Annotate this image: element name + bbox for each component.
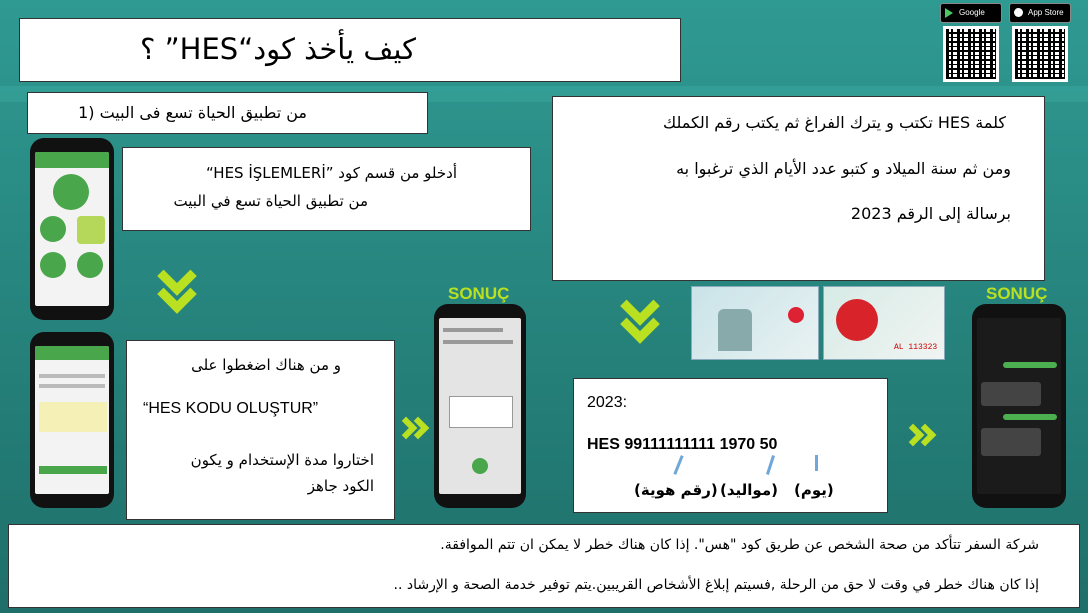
play-icon [945, 8, 953, 18]
instruction-box-1 [122, 147, 531, 231]
highlighted-option [39, 402, 107, 432]
footer-line2: إذا كان هناك خطر في وقت لا حق من الرحلة ,فسيتم إبلاغ الأشخاص القريبين.يتم توفير خدمة الصحة و الإرشاد .. [393, 577, 1039, 593]
app-header-bar [35, 152, 109, 168]
instruction-2-line4: الكود جاهز [307, 477, 374, 495]
instruction-2-line3: اختاروا مدة الإستخدام و يكون [190, 451, 374, 469]
map-icon [77, 252, 103, 278]
confirm-icon [472, 458, 488, 474]
id-card-front [691, 286, 819, 360]
app-header-bar [35, 346, 109, 360]
phone-sms-result [972, 304, 1066, 508]
apple-icon [1014, 8, 1023, 17]
sms-bubble-sent [1003, 362, 1057, 368]
page-title: كيف يأخذ كود“HES” ؟ [140, 32, 416, 66]
id-card-number: AL 113323 [894, 343, 938, 352]
instruction-1-line2: من تطبيق الحياة تسع في البيت [173, 192, 368, 210]
sms-example-box [573, 378, 888, 513]
app-badge-icon [53, 174, 89, 210]
qr-code-apple [1012, 26, 1068, 82]
instruction-box-3 [552, 96, 1045, 281]
app-store-badge[interactable] [1009, 3, 1071, 23]
footer-line1: شركة السفر تتأكد من صحة الشخص عن طريق كود "هس". إذا كان هناك خطر لا يمكن ان تتم الموافقة. [440, 537, 1039, 553]
label-birth: (مواليد) [720, 481, 778, 499]
google-play-label: Google [959, 8, 985, 17]
app-button [39, 466, 107, 474]
turkey-emblem-icon [836, 299, 878, 341]
phone-screen [977, 318, 1061, 494]
sms-example: HES 99111111111 1970 50 [587, 436, 778, 453]
label-id: (رقم هوية) [634, 481, 718, 499]
qr-code-google [943, 26, 999, 82]
turkey-flag-icon [788, 307, 804, 323]
instruction-3-line2: ومن ثم سنة الميلاد و كتبو عدد الأيام الذي ترغبوا به [676, 159, 1011, 178]
phone-hes-screen [30, 332, 114, 508]
form-line [39, 374, 105, 378]
code-dialog [449, 396, 513, 428]
arrow-to-id [673, 455, 683, 475]
app-store-label: App Store [1028, 8, 1064, 17]
form-line [443, 340, 513, 344]
label-days: (يوم) [794, 481, 834, 499]
hes-menu-icon [77, 216, 105, 244]
virus-icon [40, 252, 66, 278]
phone-screen [439, 318, 521, 494]
instruction-2-line1: و من هناك اضغطوا على [191, 356, 341, 374]
instruction-2-line2: “HES KODU OLUŞTUR” [143, 400, 319, 417]
arrow-to-days [815, 455, 818, 471]
form-line [39, 384, 105, 388]
footer-box [8, 524, 1080, 608]
instruction-3-line1: كلمة HES تكتب و يترك الفراغ ثم يكتب رقم الكملك [662, 113, 1006, 132]
sms-number: 2023: [587, 394, 628, 411]
phone-app-home [30, 138, 114, 320]
sms-bubble-received [981, 428, 1041, 456]
result-label-right: SONUÇ [986, 284, 1048, 303]
header-title-box [19, 18, 681, 82]
form-line [443, 328, 503, 332]
sms-bubble-received [981, 382, 1041, 406]
id-card-back [823, 286, 945, 360]
id-photo [718, 309, 752, 351]
google-play-badge[interactable] [940, 3, 1002, 23]
phone-screen [35, 152, 109, 306]
heart-icon [40, 216, 66, 242]
result-label-left: SONUÇ [448, 284, 510, 303]
sms-bubble-sent [1003, 414, 1057, 420]
instruction-1-line1: “HES İŞLEMLERİ” أدخلو من قسم كود [205, 164, 457, 182]
phone-result-code [434, 304, 526, 508]
arrow-to-birth [766, 455, 775, 475]
instruction-box-2 [126, 340, 395, 520]
step-title-box [27, 92, 428, 134]
instruction-3-line3: برسالة إلى الرقم 2023 [850, 204, 1011, 223]
phone-screen [35, 346, 109, 494]
step-title: من تطبيق الحياة تسع فى البيت (1 [78, 103, 307, 122]
